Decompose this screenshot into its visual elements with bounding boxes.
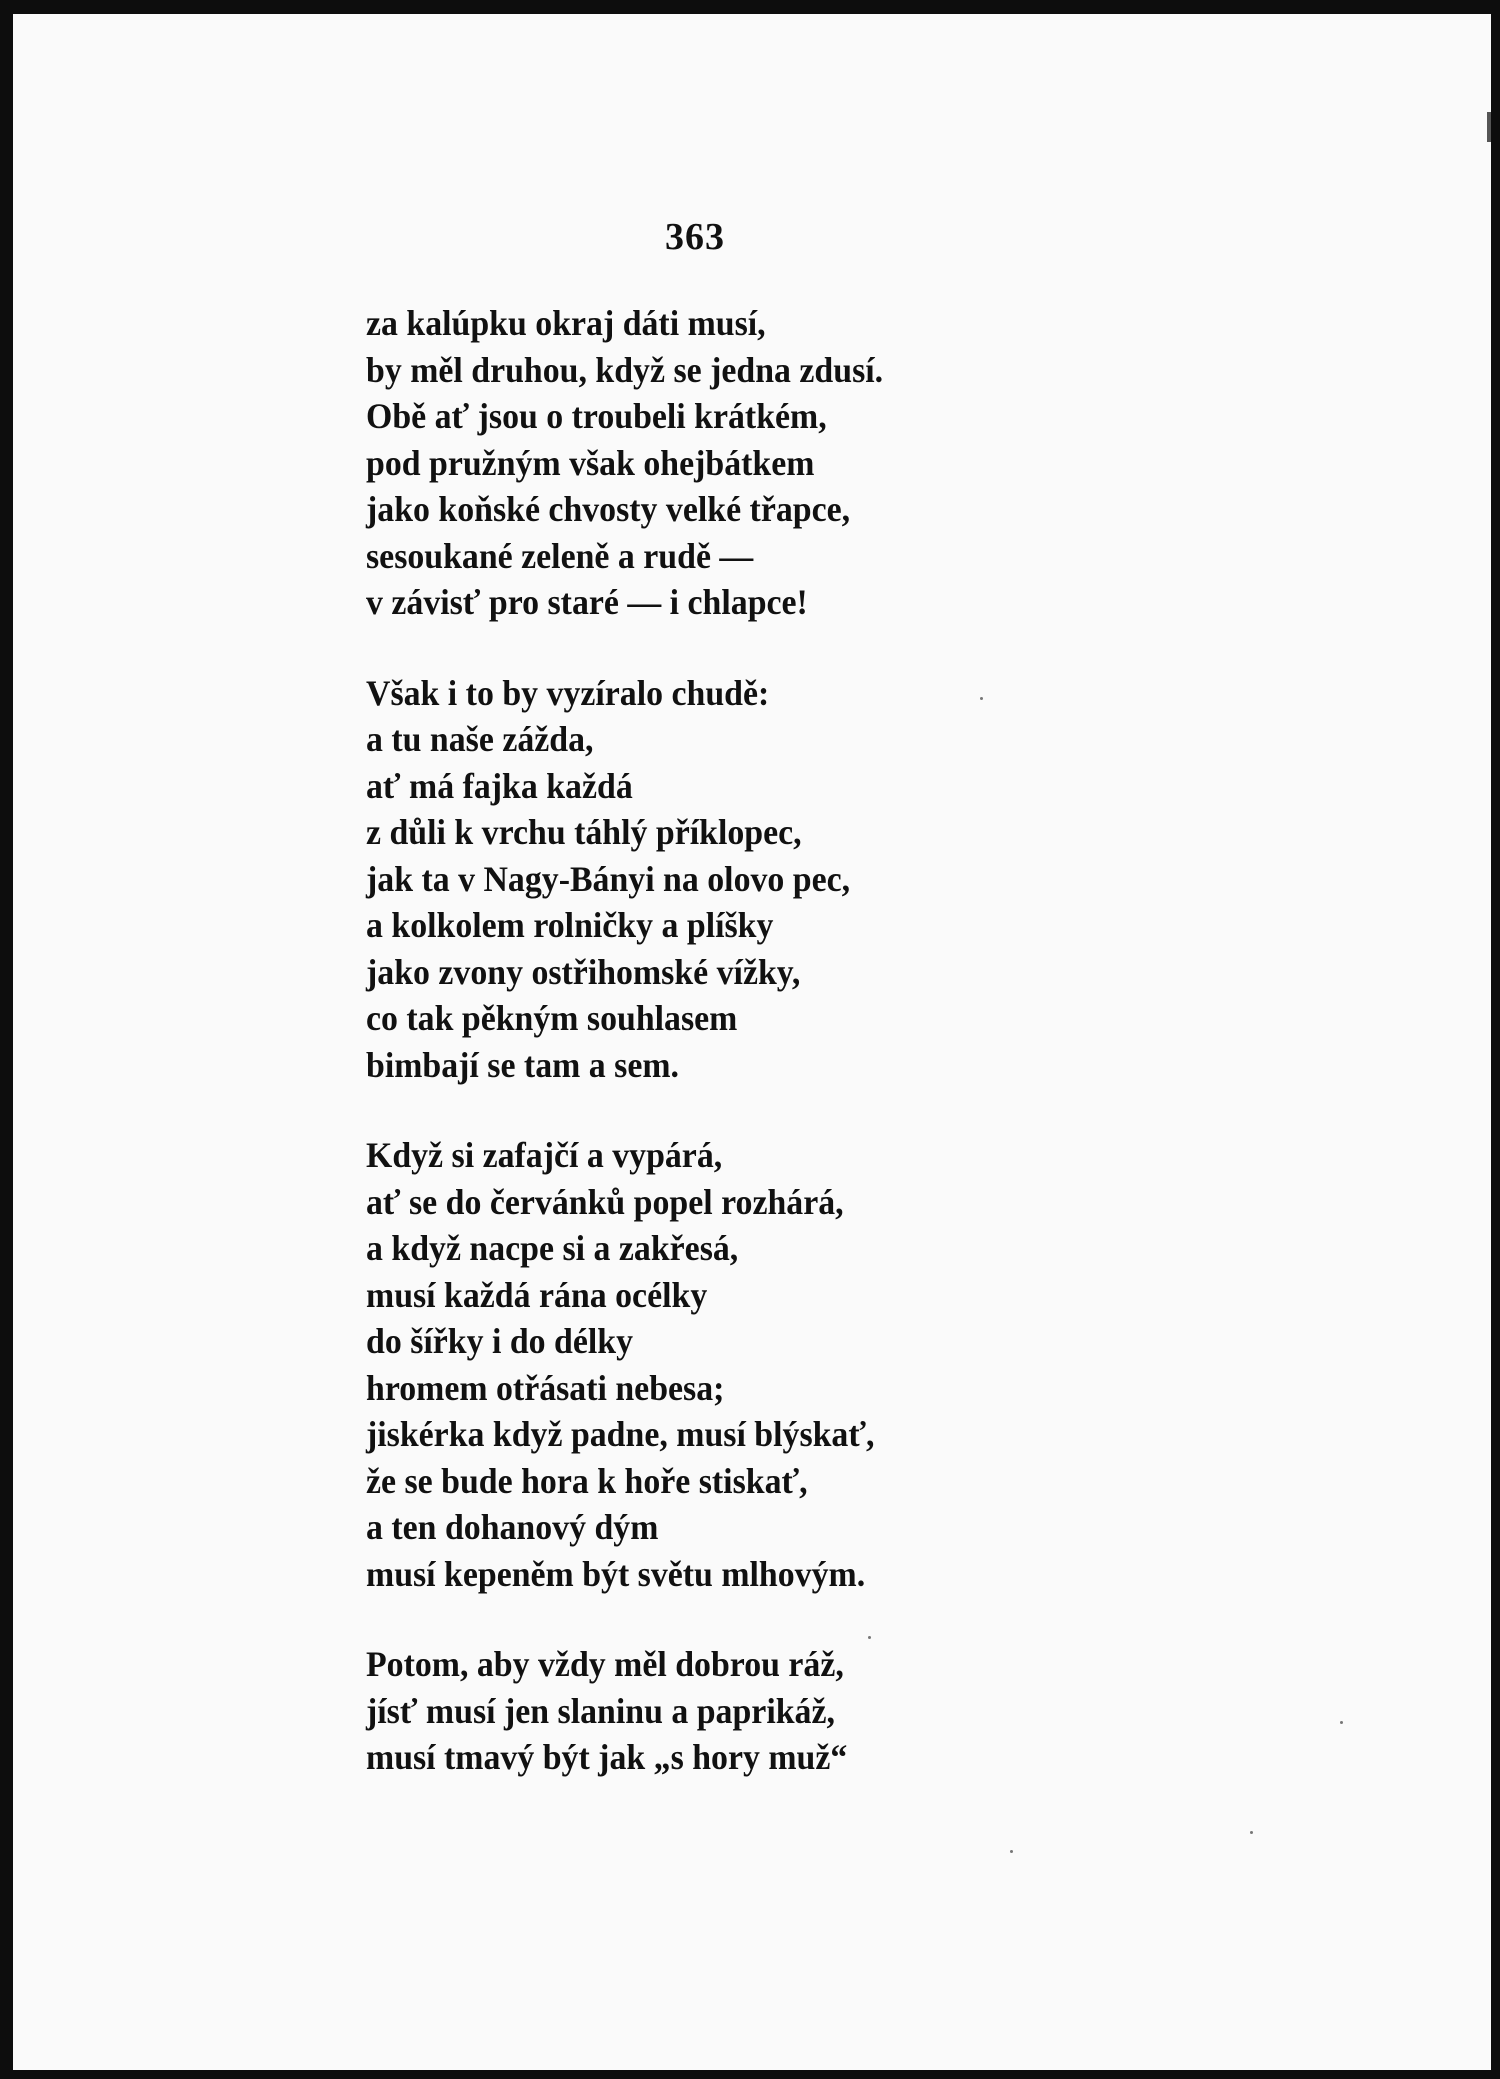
poem-line: že se bude hora k hoře stiskať, [366, 1460, 808, 1501]
poem-line: v závisť pro staré — i chlapce! [366, 582, 808, 622]
poem-line: a ten dohanový dým [366, 1507, 659, 1547]
stanza-1 [366, 300, 1366, 626]
scan-border-top [0, 0, 1500, 14]
poem-line: musí každá rána océlky [366, 1274, 708, 1315]
scan-speck [868, 1636, 871, 1639]
poem-line: Však i to by vyzíralo chudě: [366, 672, 770, 713]
stanza-3 [366, 1132, 1366, 1597]
scan-speck [1250, 1831, 1253, 1834]
poem-line: musí kepeněm být světu mlhovým. [366, 1553, 866, 1594]
poem-line: musí tmavý být jak „s hory muž“ [366, 1737, 848, 1777]
scan-speck [980, 697, 983, 700]
stanza-4 [366, 1641, 1366, 1781]
page-number: 363 [665, 216, 725, 258]
poem-line: jak ta v Nagy-Bányi na olovo pec, [366, 858, 851, 899]
poem-line: sesoukané zeleně a rudě — [366, 535, 754, 576]
poem-line: z důli k vrchu táhlý příklopec, [366, 812, 802, 852]
poem-line: Obě ať jsou o troubeli krátkém, [366, 396, 827, 436]
poem-line: jiskérka když padne, musí blýskať, [366, 1414, 875, 1454]
poem-line: za kalúpku okraj dáti musí, [366, 303, 766, 343]
poem-line: bimbají se tam a sem. [366, 1044, 679, 1085]
scan-border-right [1491, 0, 1500, 2079]
poem-line: co tak pěkným souhlasem [366, 998, 738, 1038]
poem-line: jako zvony ostřihomské vížky, [366, 951, 801, 992]
poem-line: Když si zafajčí a vypárá, [366, 1135, 723, 1175]
poem-line: a když nacpe si a zakřesá, [366, 1228, 739, 1268]
scan-border-bottom [0, 2070, 1500, 2079]
poem-line: jako koňské chvosty velké třapce, [366, 489, 851, 529]
scan-speck [1340, 1721, 1343, 1724]
scan-edge-mark [1487, 112, 1491, 142]
poem-line: Potom, aby vždy měl dobrou ráž, [366, 1644, 844, 1684]
poem-line: by měl druhou, když se jedna zdusí. [366, 349, 884, 390]
poem-line: pod pružným však ohejbátkem [366, 442, 815, 483]
poem-line: a kolkolem rolničky a plíšky [366, 905, 774, 945]
poem-line: ať se do červánků popel rozhárá, [366, 1181, 844, 1222]
poem-body [366, 300, 1366, 1825]
scan-border-left [0, 0, 13, 2079]
scan-speck [1010, 1850, 1013, 1853]
stanza-2 [366, 670, 1366, 1089]
poem-line: a tu naše zážda, [366, 719, 594, 759]
poem-line: do šířky i do délky [366, 1321, 634, 1361]
poem-line: hromem otřásati nebesa; [366, 1367, 725, 1408]
poem-line: ať má fajka každá [366, 765, 633, 806]
poem-line: jísť musí jen slaninu a paprikáž, [366, 1690, 835, 1731]
